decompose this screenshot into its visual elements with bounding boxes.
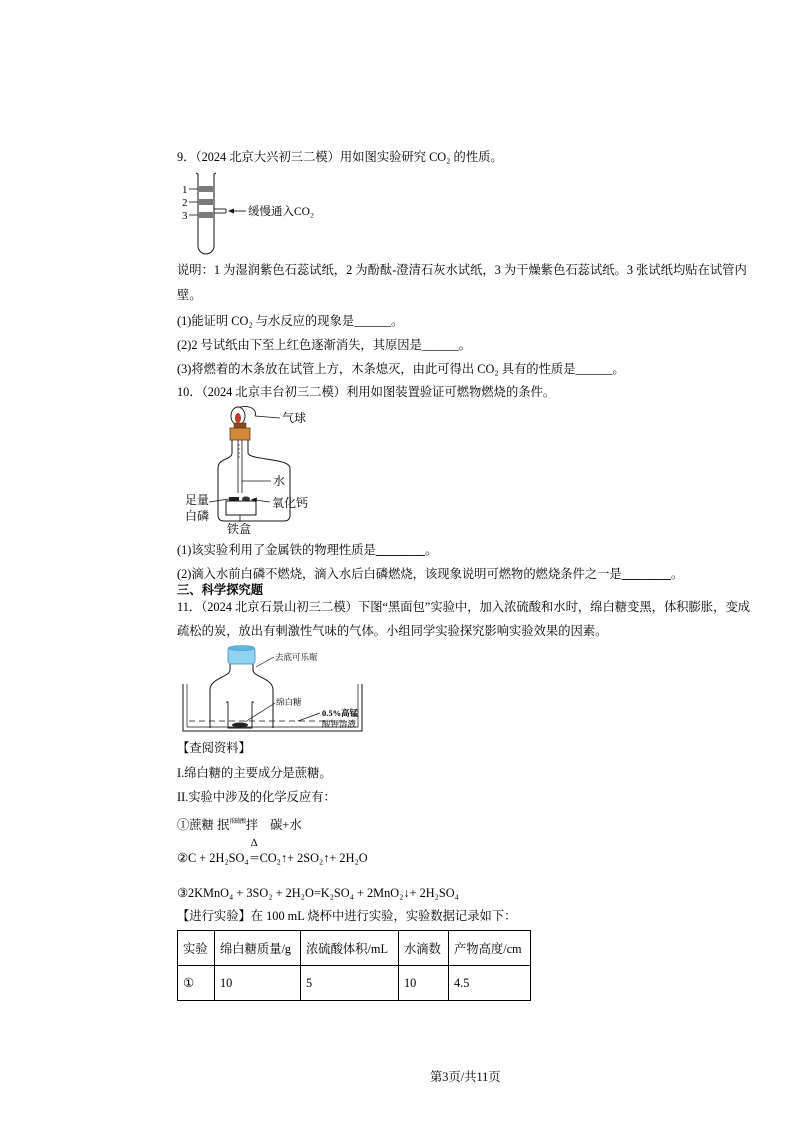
balloon-fill [235,413,241,423]
reaction-condition-sign [249,837,259,867]
section-heading: 三、科学探究题 [177,583,264,597]
question-10-stem: 10．（2024 北京丰台初三二模）利用如图装置验证可燃物燃烧的条件。 [177,385,556,399]
table-cell: ① [178,966,215,1001]
equation-right: 碳+水 [270,818,302,832]
equals-sign: = [249,851,259,865]
bottle-label: 去底可乐瓶 [275,652,318,662]
iron-box [226,501,256,515]
equation-3: ③2KMnO₄ + 3SO₂ + 2H₂O=K₂SO₄ + 2MnO₂↓+ 2H₂SO₄ [177,886,459,900]
equation-2 [177,837,368,867]
equation-left: ②C + 2H₂SO₄ [177,851,249,865]
table-row [178,966,531,1001]
question-9-part-1: (1)能证明 CO₂ 与水反应的现象是______。 [177,314,404,328]
phosphorus-label-line-2: 白磷 [185,509,210,523]
info-heading: 【查阅资料】 [177,741,251,755]
question-11-stem-line-1: 11．（2024 北京石景山初三二模）下图“黑面包”实验中，加入浓硫酸和水时，绵白糖变黑，体积膨胀，变成 [177,600,751,614]
balloon-label: 气球 [282,411,307,425]
table-header-cell: 浓硫酸体积/mL [301,931,399,966]
iron-box-label: 铁盒 [227,522,252,536]
experiment-data-table [177,930,531,1001]
table-header-cell: 绵白糖质量/g [215,931,301,966]
test-tube-figure [180,170,325,262]
stopper [230,428,250,440]
inlet-label: 缓慢通入CO₂ [248,206,314,218]
answer-blank: ________ [621,567,671,581]
bottle-left-wall [210,664,230,728]
equation-mid: 拌 [245,818,259,832]
part-text: (1)该实验利用了金属铁的物理性质是 [177,543,376,557]
solution-label-line-1: 0.5%高锰 [322,708,359,718]
bottle-right-wall [253,664,273,728]
answer-blank: ________ [375,543,425,557]
water-label: 水 [273,474,286,488]
part-end: 。 [670,567,684,581]
test-paper-strip [199,199,213,205]
phosphorus-label-line-1: 足量 [185,493,210,507]
table-cell: 10 [399,966,449,1001]
sugar-label: 绵白糖 [276,697,302,707]
table-header-cell: 水滴数 [399,931,449,966]
question-10-part-1 [177,541,437,559]
page-footer: 第3页/共11页 [430,1070,501,1084]
table-cell: 4.5 [449,966,531,1001]
white-phosphorus [229,497,239,501]
test-paper-strip [199,212,213,218]
table-header-cell: 产物高度/cm [449,931,531,966]
table-cell: 10 [215,966,301,1001]
calcium-oxide-label: 氧化钙 [272,496,309,510]
info-item-2: II.实验中涉及的化学反应有： [177,790,336,804]
strip-label-3: 3 [182,210,188,222]
reaction-condition: 浓硫酸 [229,819,246,825]
question-11-stem-line-2: 疏松的炭，放出有刺激性气味的气体。小组同学实验探究影响实验效果的因素。 [177,624,608,638]
part-end: 。 [424,543,438,557]
sugar-heap [232,723,248,728]
table-header-row [178,931,531,966]
part-text: (2)滴入水前白磷不燃烧，滴入水后白磷燃烧，该现象说明可燃物的燃烧条件之一是 [177,567,622,581]
strip-label-2: 2 [182,197,188,209]
question-9-note-line-1: 说明：1 为湿润紫色石蕊试纸，2 为酚酞-澄清石灰水试纸，3 为干燥紫色石蕊试纸。3 张试纸均贴在试管内 [177,263,747,277]
question-9-part-2: (2)2 号试纸由下至上红色逐渐消失，其原因是______。 [177,338,472,352]
table-header-cell: 实验 [178,931,215,966]
test-paper-strip [199,186,213,192]
question-9-stem: 9．（2024 北京大兴初三二模）用如图实验研究 CO₂ 的性质。 [177,150,503,164]
experiment-intro: 【进行实验】在 100 mL 烧杯中进行实验，实验数据记录如下： [177,909,517,923]
strip-label-1: 1 [182,184,188,196]
equation-right: CO₂↑+ 2SO₂↑+ 2H₂O [259,851,368,865]
equation-left: ①蔗糖 抿 [177,818,230,832]
black-bread-experiment-figure [180,642,370,738]
equation-1 [177,813,302,831]
heat-symbol: Δ [250,837,258,849]
question-9-part-3: (3)将燃着的木条放在试管上方，木条熄灭，由此可得出 CO₂ 具有的性质是______。 [177,362,625,376]
question-9-note-line-2: 壁。 [177,288,202,302]
info-item-1: I.绵白糖的主要成分是蔗糖。 [177,766,332,780]
solution-label-line-2: 酸钾溶液 [322,719,357,729]
combustion-apparatus-figure [180,403,330,538]
table-cell: 5 [301,966,399,1001]
